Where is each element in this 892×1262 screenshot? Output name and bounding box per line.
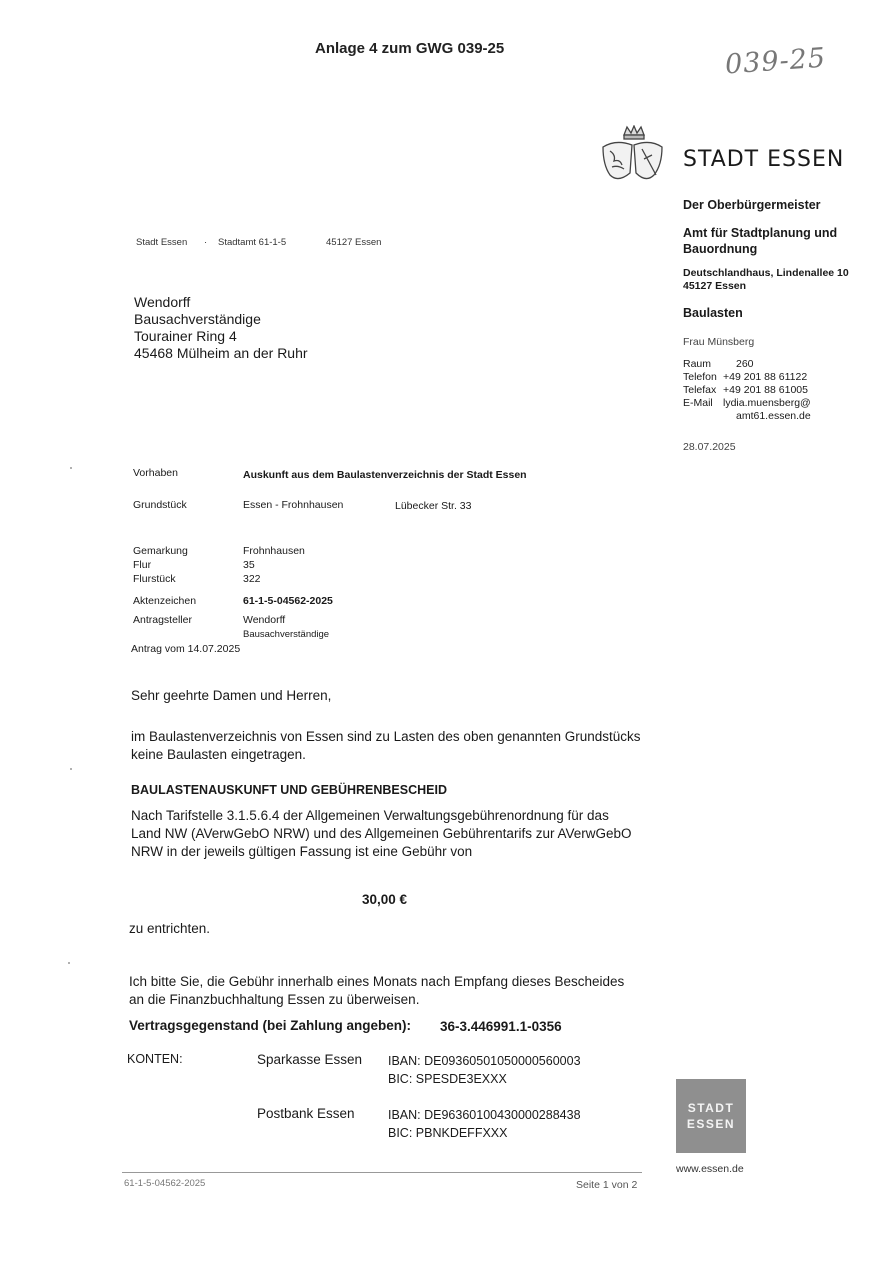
paragraph-1-line-1: im Baulastenverzeichnis von Essen sind zu Lasten des oben genannten Grundstücks (131, 729, 641, 744)
paragraph-4-line-1: Ich bitte Sie, die Gebühr innerhalb eines Monats nach Empfang dieses Bescheides (129, 974, 625, 989)
footer-page-info: Seite 1 von 2 (576, 1179, 638, 1191)
gemarkung-label: Gemarkung (133, 545, 188, 557)
vorhaben-label: Vorhaben (133, 467, 178, 479)
section-heading: BAULASTENAUSKUNFT UND GEBÜHRENBESCHEID (131, 783, 447, 797)
flur-value: 35 (243, 559, 255, 571)
paragraph-no-baulasten (131, 728, 641, 764)
contact-person: Frau Münsberg (683, 336, 755, 348)
bank-1-name: Sparkasse Essen (257, 1052, 363, 1067)
recipient-line-3: Tourainer Ring 4 (134, 328, 237, 344)
bank-2-bic: BIC: PBNKDEFFXXX (388, 1126, 508, 1140)
website-link[interactable]: www.essen.de (676, 1163, 744, 1175)
fax-label: Telefax (683, 384, 717, 396)
contract-value: 36-3.446991.1-0356 (440, 1019, 562, 1034)
email-label: E-Mail (683, 397, 713, 409)
flurstueck-value: 322 (243, 573, 261, 585)
recipient-line-1: Wendorff (134, 294, 191, 310)
address-line-1: Deutschlandhaus, Lindenallee 10 (683, 267, 849, 279)
recipient-line-2: Bausachverständige (134, 311, 261, 327)
paragraph-2-line-3: NRW in der jeweils gültigen Fassung ist eine Gebühr von (131, 844, 473, 859)
paragraph-2-line-2: Land NW (AVerwGebO NRW) und des Allgemeinen Gebührentarifs zur AVerwGebO (131, 826, 632, 841)
phone-value: +49 201 88 61122 (723, 371, 808, 383)
grundstueck-street: Lübecker Str. 33 (395, 500, 472, 512)
handwritten-note: 039-25 (724, 42, 827, 81)
salutation: Sehr geehrte Damen und Herren, (131, 688, 332, 703)
paragraph-to-pay: zu entrichten. (129, 921, 211, 936)
flurstueck-label: Flurstück (133, 573, 176, 585)
accounts-label: KONTEN: (127, 1052, 183, 1066)
flur-label: Flur (133, 559, 152, 571)
sender-org: Stadt Essen (136, 237, 188, 248)
vorhaben-value: Auskunft aus dem Baulastenverzeichnis der Stadt Essen (243, 469, 527, 481)
scan-speck (70, 768, 72, 770)
scan-speck (68, 962, 70, 964)
unit-name: Baulasten (683, 306, 743, 320)
department-line-2: Bauordnung (683, 242, 758, 256)
paragraph-fee-basis (131, 807, 631, 861)
bank-1-iban: IBAN: DE09360501050000560003 (388, 1054, 581, 1068)
department-line-1: Amt für Stadtplanung und (683, 226, 838, 240)
recipient-line-4: 45468 Mülheim an der Ruhr (134, 345, 308, 361)
bank-2-iban: IBAN: DE96360100430000288438 (388, 1108, 581, 1122)
recipient-address (134, 294, 308, 362)
room-label: Raum (683, 358, 712, 370)
sender-office: Stadtamt 61-1-5 (218, 237, 287, 248)
footer-file-number: 61-1-5-04562-2025 (124, 1178, 206, 1189)
address-line-2: 45127 Essen (683, 280, 747, 292)
phone-label: Telefon (683, 371, 717, 383)
grundstueck-label: Grundstück (133, 499, 187, 511)
email-value-line-1[interactable]: lydia.muensberg@ (723, 397, 811, 409)
room-value: 260 (736, 358, 754, 370)
antrag-date: Antrag vom 14.07.2025 (131, 643, 241, 655)
aktenzeichen-value: 61-1-5-04562-2025 (243, 595, 333, 607)
fee-amount: 30,00 € (362, 892, 408, 907)
paragraph-2-line-1: Nach Tarifstelle 3.1.5.6.4 der Allgemeinen Verwaltungsgebührenordnung für das (131, 808, 609, 823)
paragraph-payment-request (129, 973, 624, 1009)
coat-of-arms-logo (598, 125, 668, 189)
letter-date: 28.07.2025 (683, 441, 736, 453)
antragsteller-label: Antragsteller (133, 614, 192, 626)
footer-divider (122, 1172, 642, 1173)
aktenzeichen-label: Aktenzeichen (133, 595, 197, 607)
sender-postcode-city: 45127 Essen (326, 237, 382, 248)
scan-speck (70, 467, 72, 469)
contract-label: Vertragsgegenstand (bei Zahlung angeben): (129, 1018, 412, 1033)
paragraph-4-line-2: an die Finanzbuchhaltung Essen zu überweisen. (129, 992, 420, 1007)
city-name: STADT ESSEN (683, 147, 845, 172)
bank-1-bic: BIC: SPESDE3EXXX (388, 1072, 507, 1086)
fax-value: +49 201 88 61005 (723, 384, 808, 396)
stamp-line-1: STADT (687, 1101, 735, 1115)
paragraph-1-line-2: keine Baulasten eingetragen. (131, 747, 306, 762)
antragsteller-value-line-2: Bausachverständige (243, 629, 330, 640)
email-value-line-2[interactable]: amt61.essen.de (736, 410, 811, 422)
office-head: Der Oberbürgermeister (683, 198, 821, 212)
antragsteller-value-line-1: Wendorff (243, 614, 286, 626)
stamp-line-2: ESSEN (686, 1117, 736, 1131)
sender-separator: · (204, 237, 208, 248)
city-stamp-logo (676, 1079, 746, 1153)
annex-title: Anlage 4 zum GWG 039-25 (315, 40, 505, 57)
bank-2-name: Postbank Essen (257, 1106, 355, 1121)
gemarkung-value: Frohnhausen (243, 545, 305, 557)
grundstueck-value: Essen - Frohnhausen (243, 499, 344, 511)
